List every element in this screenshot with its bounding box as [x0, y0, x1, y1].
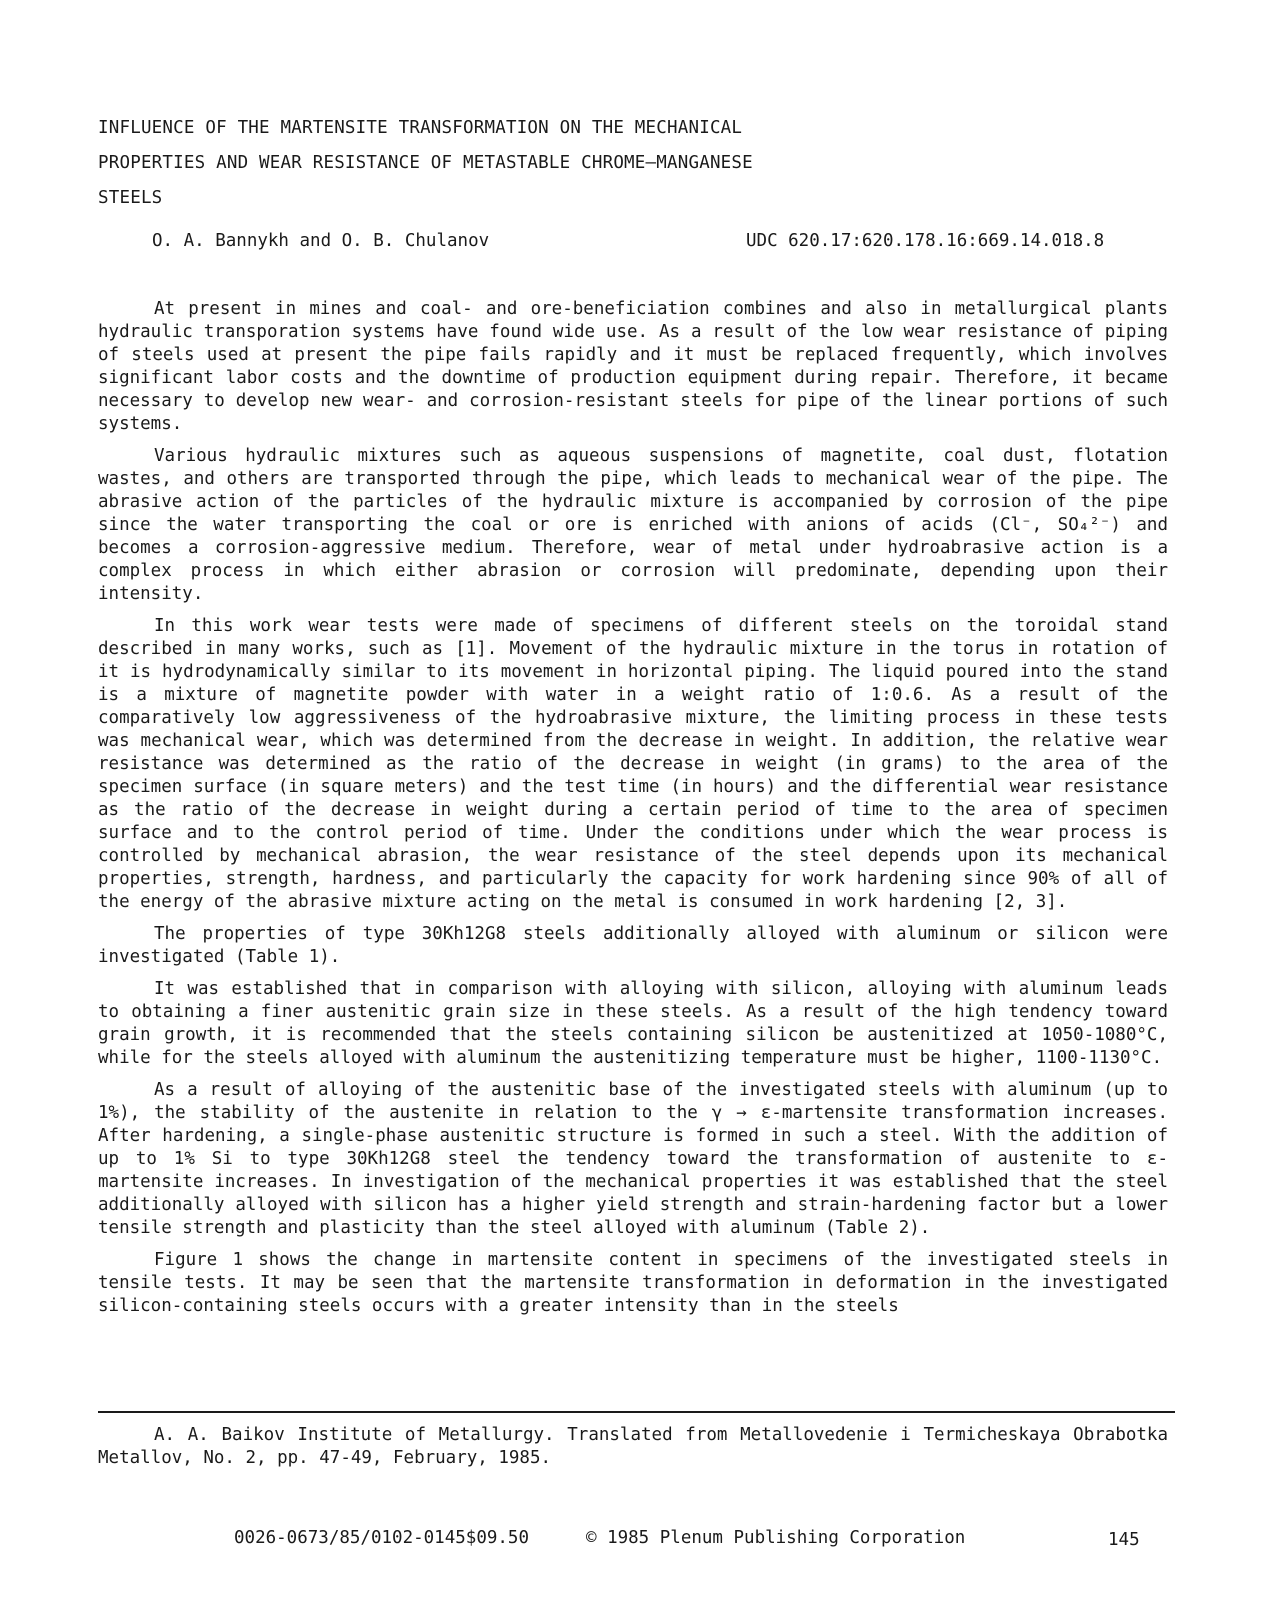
paragraph-2: Various hydraulic mixtures such as aqueous suspensions of magnetite, coal dust, flotation wastes, and others are transported through the pipe, which leads to mechanical wear of the pipe. The abrasive action of the particles of the hydraulic mixture is accompanied by corrosion of the pipe since the water transporting the coal or ore is enriched with anions of acids (Cl⁻, SO₄²⁻) and becomes a corrosion-aggressive medium. Therefore, wear of metal under hydroabrasive action is a complex process in which either abrasion or corrosion will predominate, depending upon their intensity. [98, 446, 1168, 604]
title-line-2: PROPERTIES AND WEAR RESISTANCE OF METASTABLE CHROME—MANGANESE [98, 153, 753, 173]
title-line-3: STEELS [98, 188, 163, 208]
paragraph-3: In this work wear tests were made of specimens of different steels on the toroidal stand described in many works, such as [1]. Movement of the hydraulic mixture in the torus in rotation of it is hydrodynamically similar to its movement in horizontal piping. The liquid poured into the stand is a mixture of magnetite powder with water in a weight ratio of 1:0.6. As a result of the comparatively low aggressiveness of the hydroabrasive mixture, the limiting process in these tests was mechanical wear, which was determined from the decrease in weight. In addition, the relative wear resistance was determined as the ratio of the decrease in weight (in grams) to the area of the specimen surface (in square meters) and the test time (in hours) and the differential wear resistance as the ratio of the decrease in weight during a certain period of time to the area of specimen surface and to the control period of time. Under the conditions under which the wear process is controlled by mechanical abrasion, the wear resistance of the steel depends upon its mechanical properties, strength, hardness, and particularly the capacity for work hardening since 90% of all of the energy of the abrasive mixture acting on the metal is consumed in work hardening [2, 3]. [98, 616, 1168, 912]
copyright-notice: © 1985 Plenum Publishing Corporation [586, 1528, 966, 1548]
paragraph-1: At present in mines and coal- and ore-beneficiation combines and also in metallurgical plants hydraulic transporation systems have found wide use. As a result of the low wear resistance of piping of steels used at present the pipe fails rapidly and it must be replaced frequently, which involves significant labor costs and the downtime of production equipment during repair. Therefore, it became necessary to develop new wear- and corrosion-resistant steels for pipe of the linear portions of such systems. [98, 299, 1168, 434]
footnote: A. A. Baikov Institute of Metallurgy. Translated from Metallovedenie i Termicheskaya Obrabotka Metallov, No. 2, pp. 47-49, February, 1985. [98, 1425, 1168, 1468]
paragraph-4: The properties of type 30Kh12G8 steels additionally alloyed with aluminum or silicon were investigated (Table 1). [98, 924, 1168, 967]
footnote-rule [98, 1411, 1175, 1413]
issn-code: 0026-0673/85/0102-0145$09.50 [234, 1528, 530, 1548]
paragraph-7: Figure 1 shows the change in martensite content in specimens of the investigated steels in tensile tests. It may be seen that the martensite transformation in deformation in the investigated silicon-containing steels occurs with a greater intensity than in the steels [98, 1250, 1168, 1316]
title-line-1: INFLUENCE OF THE MARTENSITE TRANSFORMATION ON THE MECHANICAL [98, 118, 743, 138]
page-number: 145 [1108, 1530, 1140, 1550]
paragraph-5: It was established that in comparison with alloying with silicon, alloying with aluminum leads to obtaining a finer austenitic grain size in these steels. As a result of the high tendency toward grain growth, it is recommended that the steels containing silicon be austenitized at 1050-1080°C, while for the steels alloyed with aluminum the austenitizing temperature must be higher, 1100-1130°C. [98, 979, 1168, 1068]
authors: O. A. Bannykh and O. B. Chulanov [152, 231, 490, 251]
udc-code: UDC 620.17:620.178.16:669.14.018.8 [746, 231, 1105, 251]
article-body [98, 298, 1168, 1327]
paragraph-6: As a result of alloying of the austenitic base of the investigated steels with aluminum (up to 1%), the stability of the austenite in relation to the γ → ε-martensite transformation increases. After hardening, a single-phase austenitic structure is formed in such a steel. With the addition of up to 1% Si to type 30Kh12G8 steel the tendency toward the transformation of austenite to ε-martensite increases. In investigation of the mechanical properties it was established that the steel additionally alloyed with silicon has a higher yield strength and strain-hardening factor but a lower tensile strength and plasticity than the steel alloyed with aluminum (Table 2). [98, 1080, 1168, 1238]
